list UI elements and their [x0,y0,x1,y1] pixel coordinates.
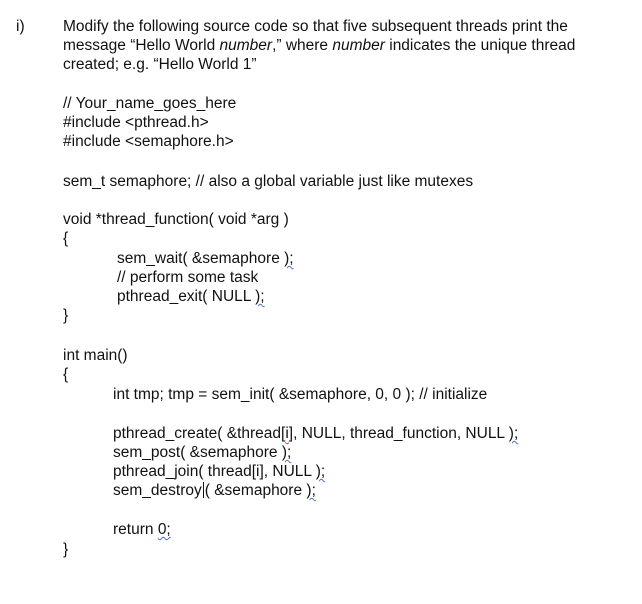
code-sem-wait [117,249,294,268]
prompt-line-2 [63,36,575,55]
squiggle-underline: ); [281,444,292,461]
squiggle-underline: ); [508,425,519,442]
code-text: return [113,521,158,538]
code-text: ], NULL, thread_function, NULL [288,425,509,442]
code-text: pthread_exit( NULL [117,288,256,305]
code-sem-destroy [113,481,316,500]
prompt-text: message “Hello World [63,37,220,54]
prompt-line-3: created; e.g. “Hello World 1” [63,56,257,73]
text-cursor [203,482,204,498]
code-brace-close: } [63,307,69,324]
code-comment-name: // Your_name_goes_here [63,95,237,112]
code-brace-open: { [63,230,69,247]
squiggle-underline: i [285,425,289,442]
code-sem-init: int tmp; tmp = sem_init( &semaphore, 0, 0 ); // initialize [113,386,488,403]
squiggle-underline: ); [306,482,316,499]
squiggle-underline: ); [315,463,326,480]
code-perform-comment: // perform some task [117,269,259,286]
prompt-emphasis: number [219,37,273,54]
prompt-text: ,” where [272,37,333,54]
code-include-pthread: #include <pthread.h> [63,114,209,131]
code-pthread-create [113,424,518,443]
code-pthread-exit [117,287,265,306]
code-text: sem_destroy [113,482,202,499]
code-text: pthread_create( &thread[ [113,425,286,442]
code-main-signature: int main() [63,347,128,364]
code-return [113,520,171,539]
question-marker: i) [16,18,25,35]
code-thread-function-signature: void *thread_function( void *arg ) [63,211,289,228]
squiggle-underline: ); [255,288,265,305]
code-text: sem_wait( &semaphore [117,250,285,267]
code-text: ( &semaphore [204,482,307,499]
code-sem-post [113,443,291,462]
code-brace-close: } [63,541,69,558]
code-include-semaphore: #include <semaphore.h> [63,133,234,150]
squiggle-underline: ); [284,250,294,267]
prompt-text: indicates the unique thread [384,37,576,54]
code-brace-open: { [63,366,69,383]
code-semaphore-declaration: sem_t semaphore; // also a global variable just like mutexes [63,173,474,190]
prompt-emphasis: number [332,37,385,54]
prompt-line-1: Modify the following source code so that five subsequent threads print the [63,18,568,35]
code-pthread-join [113,462,325,481]
code-text: pthread_join( thread[i], NULL [113,463,316,480]
code-text: sem_post( &semaphore [113,444,282,461]
squiggle-underline: 0; [157,521,171,538]
